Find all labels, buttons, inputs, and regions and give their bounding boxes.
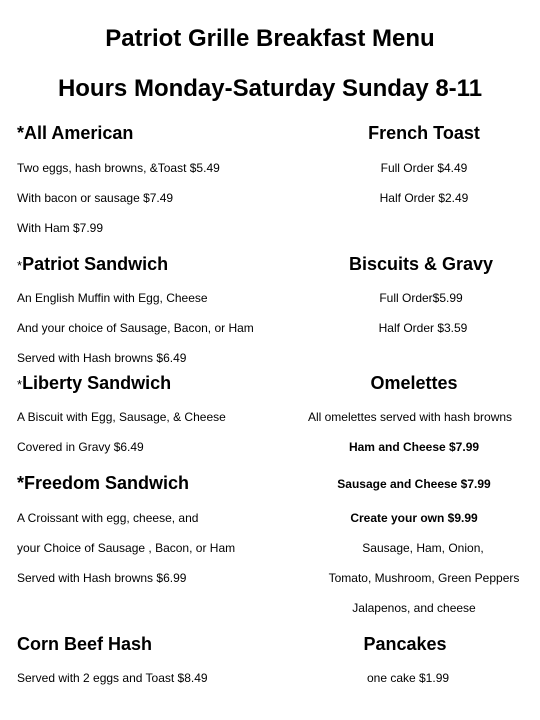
all-american-line-3: With Ham $7.99 <box>17 221 104 235</box>
freedom-sandwich-line-3: Served with Hash browns $6.99 <box>17 571 187 585</box>
all-american-heading: *All American <box>17 123 134 143</box>
omelettes-served-with: All omelettes served with hash browns <box>307 410 513 424</box>
patriot-sandwich-star: * <box>17 258 23 273</box>
biscuits-gravy-heading: Biscuits & Gravy <box>348 254 494 274</box>
omelettes-ham-cheese: Ham and Cheese $7.99 <box>348 440 480 454</box>
omelettes-heading: Omelettes <box>370 373 458 393</box>
all-american-line-2: With bacon or sausage $7.49 <box>17 191 174 205</box>
liberty-sandwich-heading-text: Liberty Sandwich <box>22 373 172 393</box>
liberty-sandwich-heading <box>17 374 171 392</box>
freedom-sandwich-line-1: A Croissant with egg, cheese, and <box>17 511 199 525</box>
liberty-sandwich-line-2: Covered in Gravy $6.49 <box>17 440 144 454</box>
corn-beef-hash-heading: Corn Beef Hash <box>17 634 153 654</box>
corn-beef-hash-line-1: Served with 2 eggs and Toast $8.49 <box>17 671 208 685</box>
omelettes-ingredients-3: Jalapenos, and cheese <box>352 601 476 615</box>
freedom-sandwich-line-2: your Choice of Sausage , Bacon, or Ham <box>17 541 236 555</box>
omelettes-create-own: Create your own $9.99 <box>350 511 478 525</box>
patriot-sandwich-line-3: Served with Hash browns $6.49 <box>17 351 187 365</box>
patriot-sandwich-heading <box>17 255 168 273</box>
pancakes-one-cake: one cake $1.99 <box>366 671 450 685</box>
french-toast-half-order: Half Order $2.49 <box>379 191 469 205</box>
biscuits-gravy-full-order: Full Order$5.99 <box>379 291 463 305</box>
liberty-sandwich-line-1: A Biscuit with Egg, Sausage, & Cheese <box>17 410 226 424</box>
patriot-sandwich-line-2: And your choice of Sausage, Bacon, or Ham <box>17 321 254 335</box>
french-toast-full-order: Full Order $4.49 <box>380 161 468 175</box>
patriot-sandwich-line-1: An English Muffin with Egg, Cheese <box>17 291 208 305</box>
biscuits-gravy-half-order: Half Order $3.59 <box>378 321 468 335</box>
all-american-line-1: Two eggs, hash browns, &Toast $5.49 <box>17 161 220 175</box>
liberty-sandwich-star: * <box>17 377 23 392</box>
omelettes-ingredients-2: Tomato, Mushroom, Green Peppers <box>328 571 520 585</box>
menu-title: Patriot Grille Breakfast Menu <box>105 25 435 52</box>
patriot-sandwich-heading-text: Patriot Sandwich <box>22 254 169 274</box>
french-toast-heading: French Toast <box>368 123 480 143</box>
pancakes-heading: Pancakes <box>363 634 447 654</box>
omelettes-sausage-cheese: Sausage and Cheese $7.99 <box>337 477 491 491</box>
freedom-sandwich-heading: *Freedom Sandwich <box>17 473 190 493</box>
hours-heading: Hours Monday-Saturday Sunday 8-11 <box>57 75 483 102</box>
omelettes-ingredients-1: Sausage, Ham, Onion, <box>362 541 484 555</box>
